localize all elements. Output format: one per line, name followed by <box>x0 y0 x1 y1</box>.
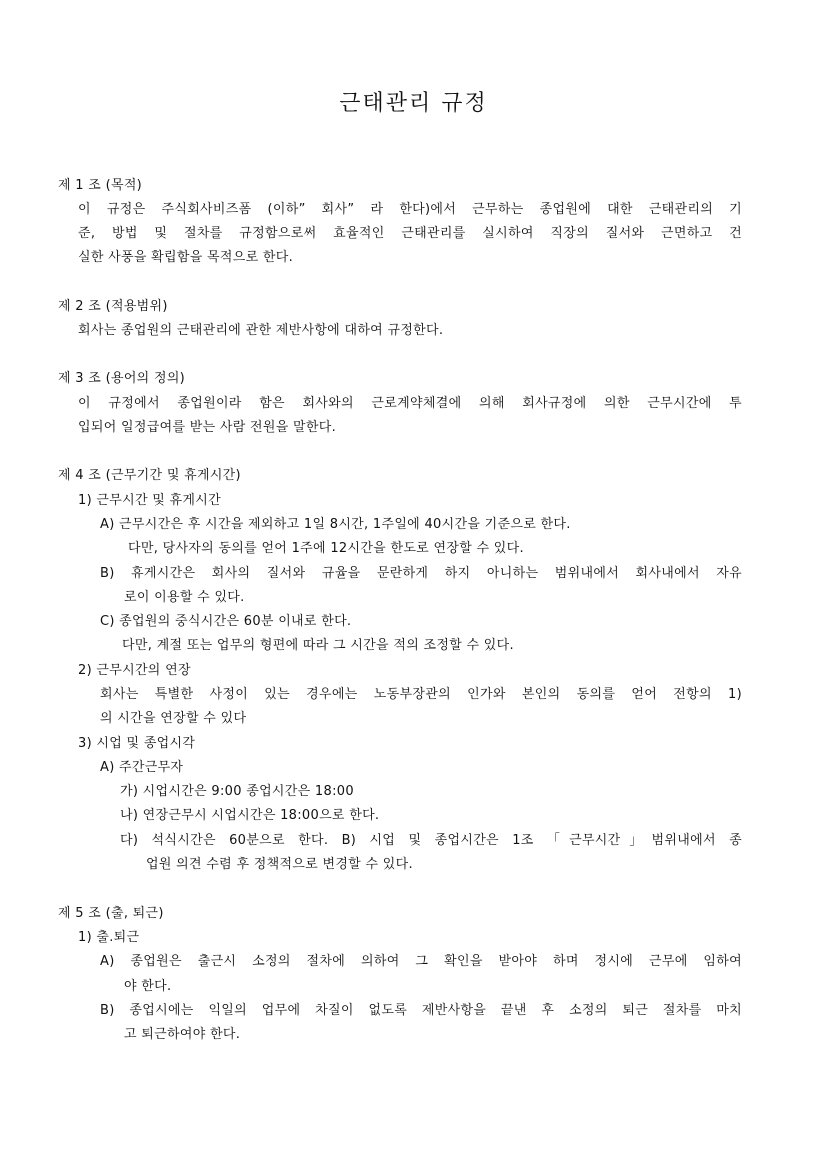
article-2-heading: 제 2 조 (적용범위) <box>58 299 168 314</box>
article-1-line: 실한 사풍을 확립함을 목적으로 한다. <box>78 250 294 265</box>
article-5-line: A) 종업원은 출근시 소정의 절차에 의하여 그 확인을 받아야 하며 정시에 근무에 임하여 <box>100 954 742 969</box>
article-5-heading: 제 5 조 (출, 퇴근) <box>58 906 164 921</box>
article-4-line: 1) 근무시간 및 휴게시간 <box>78 493 221 508</box>
article-3-line: 이 규정에서 종업원이라 함은 회사와의 근로계약체결에 의해 회사규정에 의한 근무시간에 투 <box>78 396 742 411</box>
article-4-line: 2) 근무시간의 연장 <box>78 663 191 678</box>
article-4-line: 가) 시업시간은 9:00 종업시간은 18:00 <box>120 784 354 799</box>
article-4-line: 의 시간을 연장할 수 있다 <box>100 711 247 726</box>
document-title: 근태관리 규정 <box>339 91 488 116</box>
article-4-line: B) 휴게시간은 회사의 질서와 규율을 문란하게 하지 아니하는 범위내에서 회사내에서 자유 <box>100 566 742 581</box>
article-4-line: 나) 연장근무시 시업시간은 18:00으로 한다. <box>120 808 380 823</box>
article-4-line: C) 종업원의 중식시간은 60분 이내로 한다. <box>100 614 352 629</box>
article-1-heading: 제 1 조 (목적) <box>58 178 143 193</box>
article-1-line: 이 규정은 주식회사비즈폼 (이하” 회사” 라 한다)에서 근무하는 종업원에 대한 근태관리의 기 <box>78 202 742 217</box>
article-4-line: 다만, 계절 또는 업무의 형편에 따라 그 시간을 적의 조정할 수 있다. <box>122 638 514 653</box>
article-4-line: A) 주간근무자 <box>100 760 184 775</box>
article-4-line: 회사는 특별한 사정이 있는 경우에는 노동부장관의 인가와 본인의 동의를 얻어 전항의 1) <box>100 687 742 702</box>
article-2-line: 회사는 종업원의 근태관리에 관한 제반사항에 대하여 규정한다. <box>78 323 444 338</box>
article-4-line: 다) 석식시간은 60분으로 한다. B) 시업 및 종업시간은 1조 「근무시간」범위내에서 종 <box>120 833 742 848</box>
article-5-line: 1) 출.퇴근 <box>78 930 140 945</box>
article-4-line: 3) 시업 및 종업시각 <box>78 736 196 751</box>
article-5-line: 고 퇴근하여야 한다. <box>124 1027 241 1042</box>
article-4-line: 로이 이용할 수 있다. <box>124 590 245 605</box>
article-5-line: 야 한다. <box>124 979 172 994</box>
article-1-line: 준, 방법 및 절차를 규정함으로써 효율적인 근태관리를 실시하여 직장의 질서와 근면하고 건 <box>78 226 742 241</box>
article-4-line: A) 근무시간은 후 시간을 제외하고 1일 8시간, 1주일에 40시간을 기준으로 한다. <box>100 517 571 532</box>
article-3-heading: 제 3 조 (용어의 정의) <box>58 371 186 386</box>
article-4-line: 다만, 당사자의 동의를 얻어 1주에 12시간을 한도로 연장할 수 있다. <box>128 541 524 556</box>
article-4-line: 업원 의견 수렴 후 정책적으로 변경할 수 있다. <box>146 857 413 872</box>
article-5-line: B) 종업시에는 익일의 업무에 차질이 없도록 제반사항을 끝낸 후 소정의 퇴근 절차를 마치 <box>100 1003 742 1018</box>
article-3-line: 입되어 일정급여를 받는 사람 전원을 말한다. <box>78 420 337 435</box>
article-4-heading: 제 4 조 (근무기간 및 휴게시간) <box>58 468 241 483</box>
